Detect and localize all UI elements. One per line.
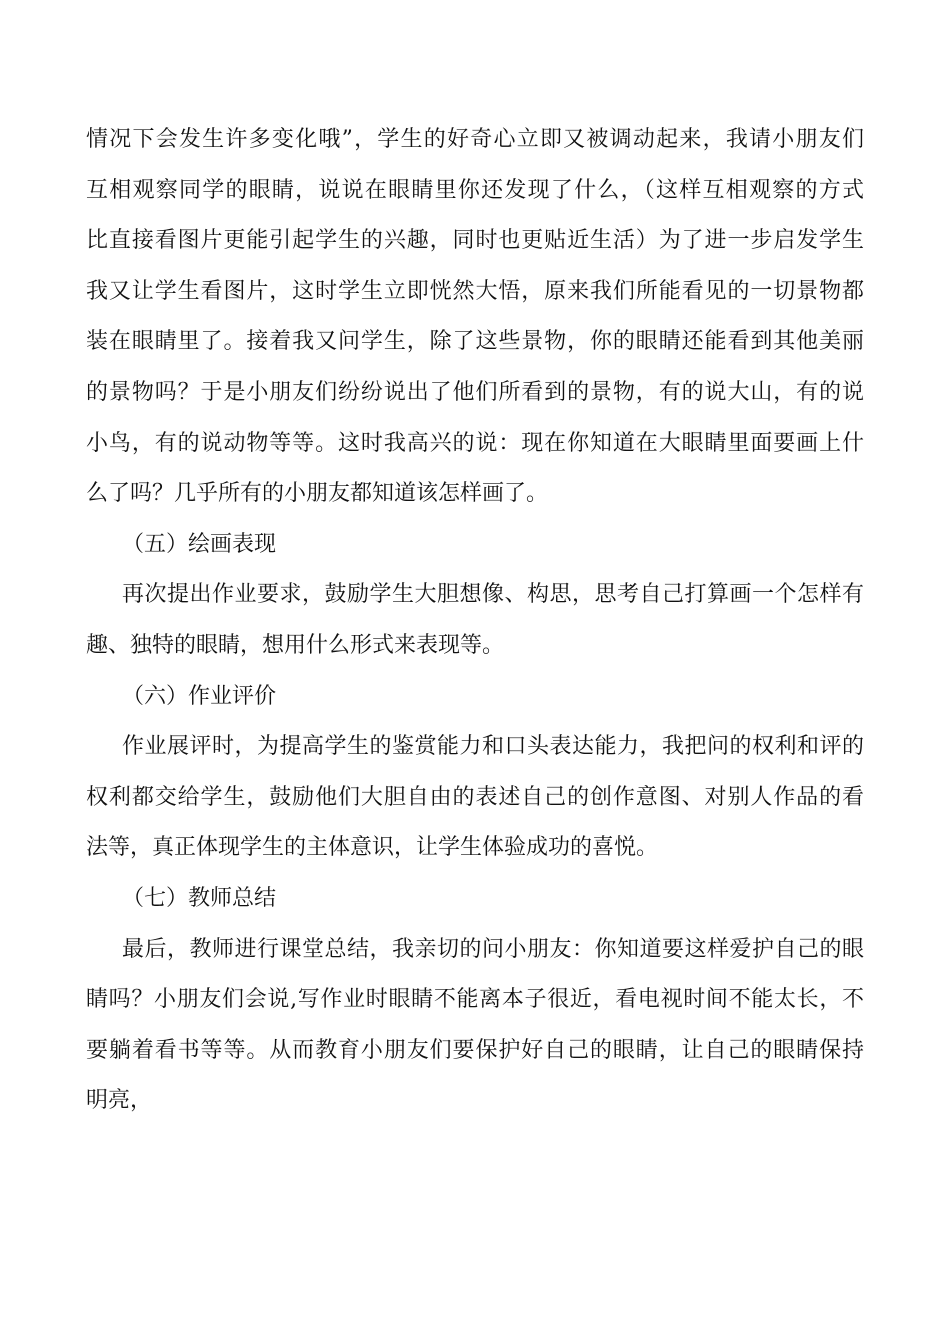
text-line: 情况下会发生许多变化哦”，学生的好奇心立即又被调动起来，我请小朋友们 [86, 127, 864, 152]
text-line: 的景物吗？于是小朋友们纷纷说出了他们所看到的景物，有的说大山，有的说 [86, 379, 864, 405]
text-line: 装在眼睛里了。接着我又问学生，除了这些景物，你的眼睛还能看到其他美丽 [86, 329, 864, 355]
paragraph-first-line: 最后，教师进行课堂总结，我亲切的问小朋友：你知道要这样爱护自己的眼 [122, 936, 864, 962]
text-line: 么了吗？几乎所有的小朋友都知道该怎样画了。 [86, 481, 549, 507]
text-line: 明亮， [86, 1088, 153, 1114]
document-body [86, 115, 864, 1127]
text-line: 小鸟，有的说动物等等。这时我高兴的说：现在你知道在大眼睛里面要画上什 [86, 430, 864, 456]
text-line: 法等，真正体现学生的主体意识，让学生体验成功的喜悦。 [86, 835, 659, 861]
paragraph-first-line: 作业展评时，为提高学生的鉴赏能力和口头表达能力，我把问的权利和评的 [122, 734, 864, 760]
text-line: 趣、独特的眼睛，想用什么形式来表现等。 [86, 632, 505, 658]
text-line: 睛吗？小朋友们会说,写作业时眼睛不能离本子很近，看电视时间不能太长，不 [86, 987, 864, 1013]
text-line: 互相观察同学的眼睛，说说在眼睛里你还发现了什么，（这样互相观察的方式 [86, 177, 864, 203]
section-heading-5: （五）绘画表现 [122, 531, 277, 557]
text-line: 我又让学生看图片，这时学生立即恍然大悟，原来我们所能看见的一切景物都 [86, 278, 864, 304]
section-heading-6: （六）作业评价 [122, 683, 277, 709]
section-heading-7: （七）教师总结 [122, 885, 277, 911]
text-line: 比直接看图片更能引起学生的兴趣，同时也更贴近生活）为了进一步启发学生 [86, 228, 864, 254]
text-line: 要躺着看书等等。从而教育小朋友们要保护好自己的眼睛，让自己的眼睛保持 [86, 1037, 864, 1063]
paragraph-first-line: 再次提出作业要求，鼓励学生大胆想像、构思，思考自己打算画一个怎样有 [122, 582, 864, 608]
text-line: 权利都交给学生，鼓励他们大胆自由的表述自己的创作意图、对别人作品的看 [86, 784, 864, 810]
